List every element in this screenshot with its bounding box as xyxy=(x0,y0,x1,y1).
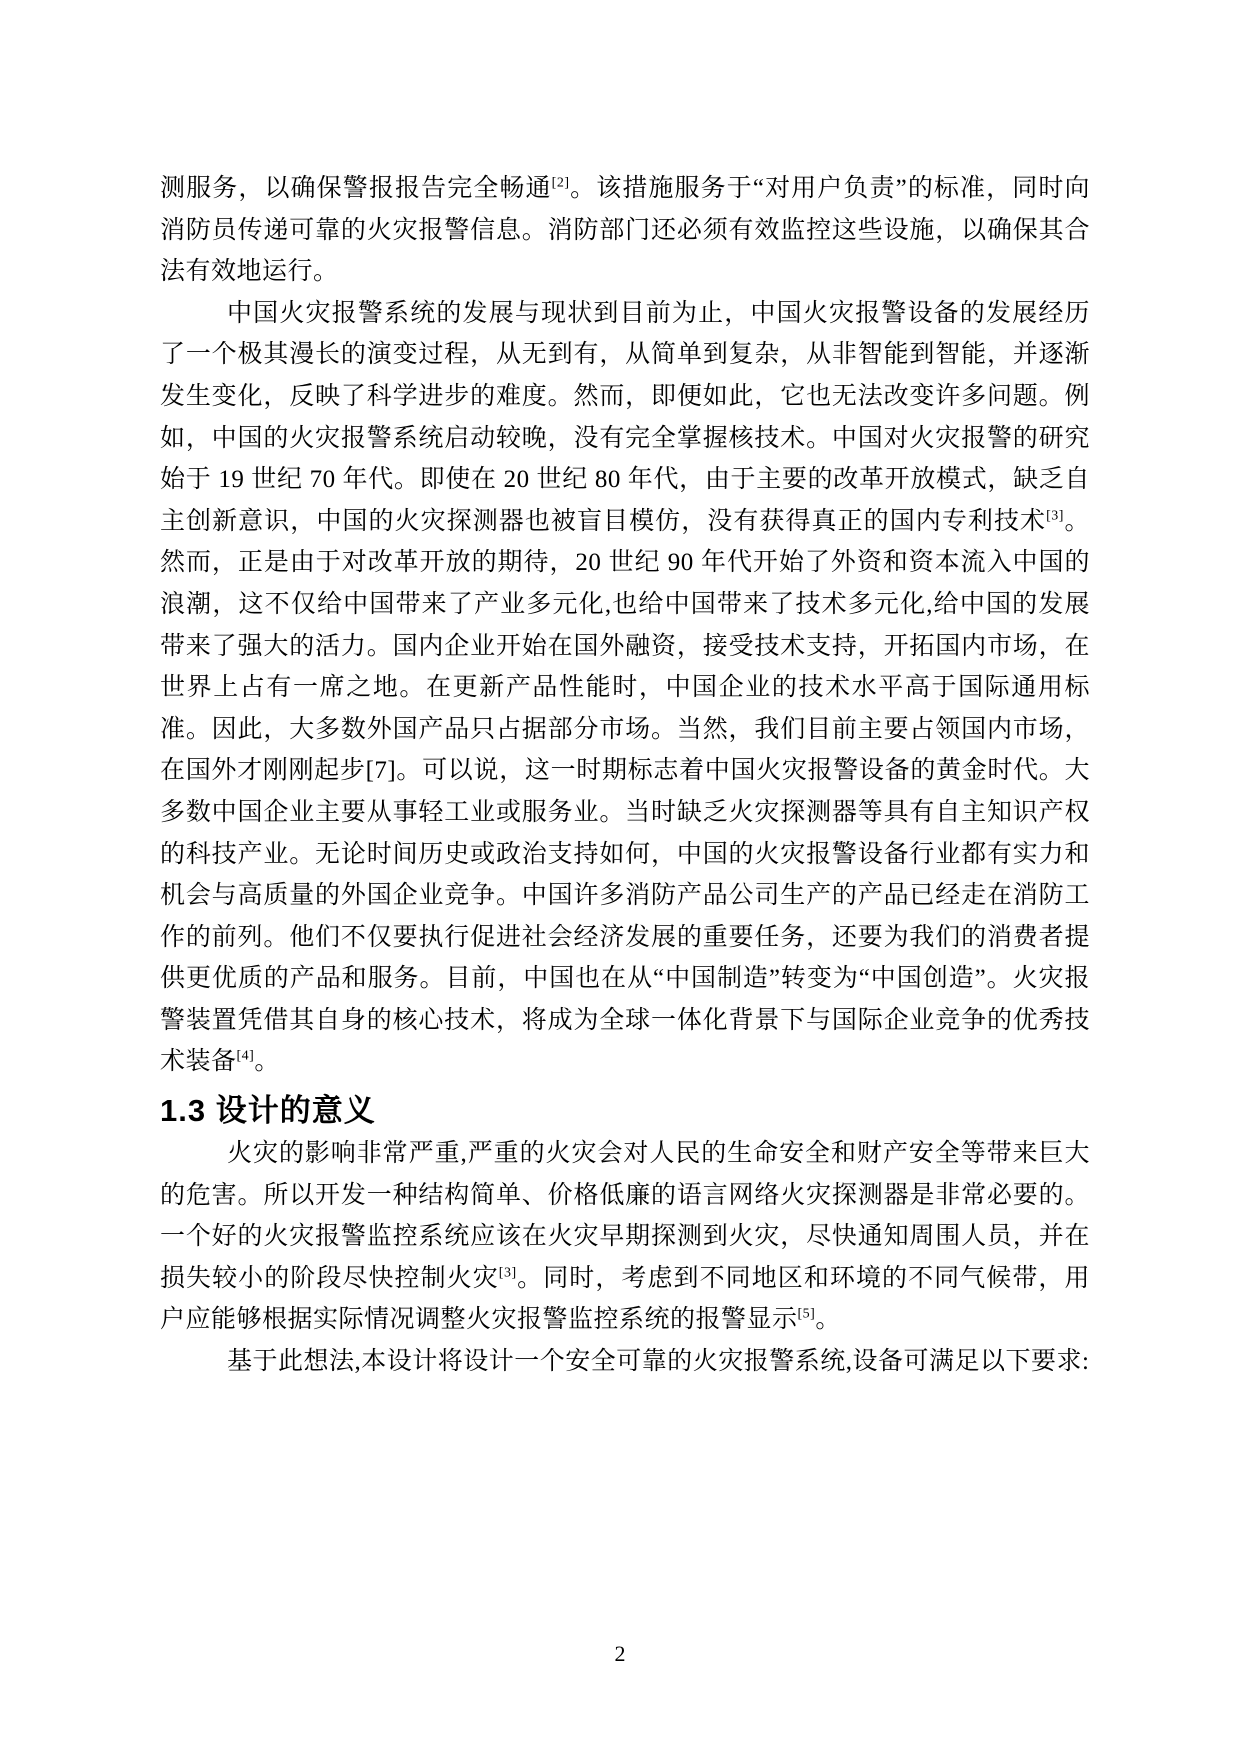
paragraph xyxy=(160,168,1090,293)
paragraph xyxy=(160,293,1090,1083)
paragraph xyxy=(160,1133,1090,1341)
text-run: 。该措施服务于“对用户负责”的标准，同时向消防员传递可靠的火灾报警信息。消防部门还必须有效监控这些设施，以确保其合法有效地运行。 xyxy=(160,175,1090,286)
text-run: 中国火灾报警系统的发展与现状到目前为止，中国火灾报警设备的发展经历了一个极其漫长的演变过程，从无到有，从简单到复杂，从非智能到智能，并逐渐发生变化，反映了科学进步的难度。然而，即便如此，它也无法改变许多问题。例如，中国的火灾报警系统启动较晚，没有完全掌握核技术。中国对火灾报警的研究始于 19 世纪 70 年代。即使在 20 世纪 80 年代，由于主要的改革开放模式，缺乏自主创新意识，中国的火灾探测器也被盲目模仿，没有获得真正的国内专利技术 xyxy=(160,299,1090,535)
text-run: 。然而，正是由于对改革开放的期待，20 世纪 90 年代开始了外资和资本流入中国的浪潮，这不仅给中国带来了产业多元化,也给中国带来了技术多元化,给中国的发展带来了强大的活力。国内企业开始在国外融资，接受技术支持，开拓国内市场，在世界上占有一席之地。在更新产品性能时，中国企业的技术水平高于国际通用标准。因此，大多数外国产品只占据部分市场。当然，我们目前主要占领国内市场，在国外才刚刚起步[7]。可以说，这一时期标志着中国火灾报警设备的黄金时代。大多数中国企业主要从事轻工业或服务业。当时缺乏火灾探测器等具有自主知识产权的科技产业。无论时间历史或政治支持如何，中国的火灾报警设备行业都有实力和机会与高质量的外国企业竞争。中国许多消防产品公司生产的产品已经走在消防工作的前列。他们不仅要执行促进社会经济发展的重要任务，还要为我们的消费者提供更优质的产品和服务。目前，中国也在从“中国制造”转变为“中国创造”。火灾报警装置凭借其自身的核心技术，将成为全球一体化背景下与国际企业竞争的优秀技术装备 xyxy=(160,507,1090,1076)
citation-ref: [2] xyxy=(551,175,570,191)
citation-ref: [3] xyxy=(1046,508,1064,524)
paragraph xyxy=(160,1341,1090,1383)
page-number: 2 xyxy=(614,1641,626,1666)
citation-ref: [5] xyxy=(797,1307,816,1323)
section-heading: 1.3 设计的意义 xyxy=(160,1093,376,1129)
text-run: 基于此想法,本设计将设计一个安全可靠的火灾报警系统,设备可满足以下要求: xyxy=(227,1348,1090,1376)
text-run: 。同时，考虑到不同地区和环境的不同气候带，用户应能够根据实际情况调整火灾报警监控系统的报警显示 xyxy=(160,1264,1090,1334)
citation-ref: [4] xyxy=(236,1049,255,1065)
text-run: 火灾的影响非常严重,严重的火灾会对人民的生命安全和财产安全等带来巨大的危害。所以开发一种结构简单、价格低廉的语言网络火灾探测器是非常必要的。一个好的火灾报警监控系统应该在火灾早期探测到火灾，尽快通知周围人员，并在损失较小的阶段尽快控制火灾 xyxy=(160,1140,1090,1292)
citation-ref: [3] xyxy=(498,1265,517,1281)
document-body xyxy=(160,168,1090,1383)
text-run: 测服务，以确保警报报告完全畅通 xyxy=(160,175,552,202)
text-run: 。 xyxy=(254,1048,280,1076)
text-run: 。 xyxy=(815,1306,841,1334)
